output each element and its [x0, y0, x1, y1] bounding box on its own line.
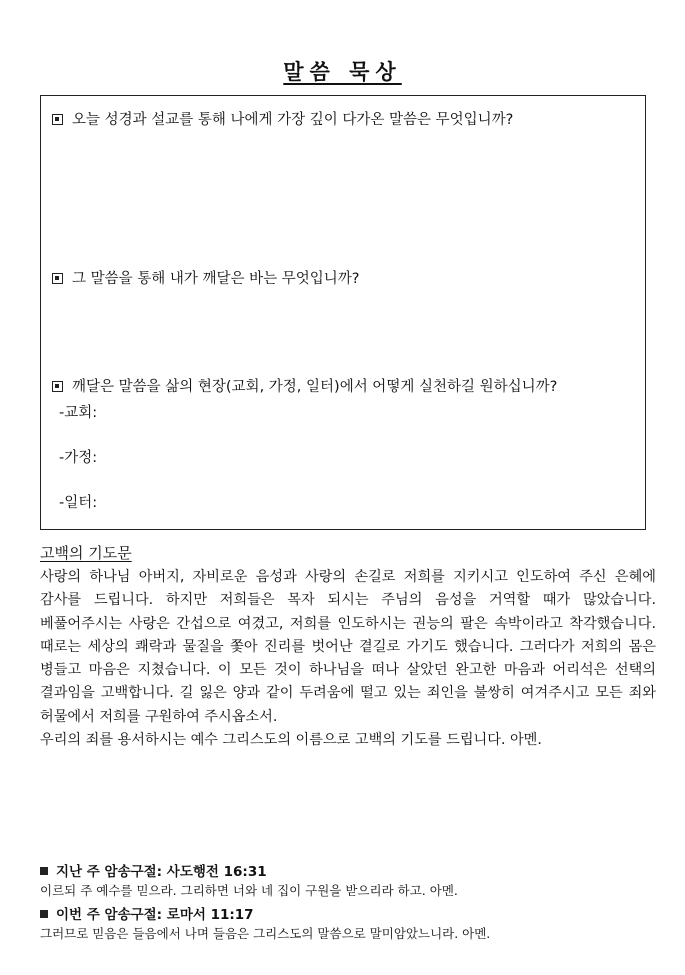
checkbox-icon [52, 273, 63, 284]
question-1: 오늘 성경과 설교를 통해 나에게 가장 깊이 다가온 말씀은 무엇입니까? [52, 108, 513, 129]
confession-text [40, 566, 656, 752]
square-bullet-icon [40, 867, 48, 875]
field-work[interactable]: -일터: [59, 495, 98, 511]
last-week-verse-heading: 지난 주 암송구절: 사도행전 16:31 [40, 860, 267, 880]
field-home[interactable]: -가정: [59, 450, 98, 466]
question-2: 그 말씀을 통해 내가 깨달은 바는 무엇입니까? [52, 267, 359, 288]
page-title: 말씀 묵상 [283, 60, 402, 84]
field-church[interactable]: -교회: [59, 405, 98, 421]
this-week-verse-heading: 이번 주 암송구절: 로마서 11:17 [40, 903, 254, 923]
reflection-box [40, 95, 646, 530]
square-bullet-icon [40, 910, 48, 918]
checkbox-icon [52, 114, 63, 125]
this-week-verse-text: 그러므로 믿음은 들음에서 나며 들음은 그리스도의 말씀으로 말미암았느니라. 아멘. [40, 926, 491, 941]
question-3: 깨달은 말씀을 삶의 현장(교회, 가정, 일터)에서 어떻게 실천하길 원하십니까? [52, 375, 557, 396]
last-week-verse-text: 이르되 주 예수를 믿으라. 그리하면 너와 네 집이 구원을 받으리라 하고. 아멘. [40, 883, 458, 898]
confession-heading: 고백의 기도문 [40, 544, 132, 562]
confession-paragraph-2: 우리의 죄를 용서하시는 예수 그리스도의 이름으로 고백의 기도를 드립니다. 아멘. [40, 732, 542, 749]
checkbox-icon [52, 381, 63, 392]
confession-paragraph-1: 사랑의 하나님 아버지, 자비로운 음성과 사랑의 손길로 저희를 지키시고 인도하여 주신 은혜에 감사를 드립니다. 하지만 저희들은 목자 되시는 주님의 음성을 거역할 때가 많았습니다. 베풀어주시는 사랑은 간섭으로 여겼고, 저희를 인도하시는 권능의 팔은 속박이라고 착각했습니다. 때로는 세상의 쾌락과 물질을 쫓아 진리를 벗어난 곁길로 가기도 했습니다. 그러다가 저희의 몸은 병들고 마음은 지쳤습니다. 이 모든 것이 하나님을 떠나 살았던 완고한 마음과 어리석은 선택의 결과임을 고백합니다. 길 잃은 양과 같이 두려움에 떨고 있는 죄인을 불쌍히 여겨주시고 모든 죄와 허물에서 저희를 구원하여 주시옵소서. [40, 569, 656, 725]
